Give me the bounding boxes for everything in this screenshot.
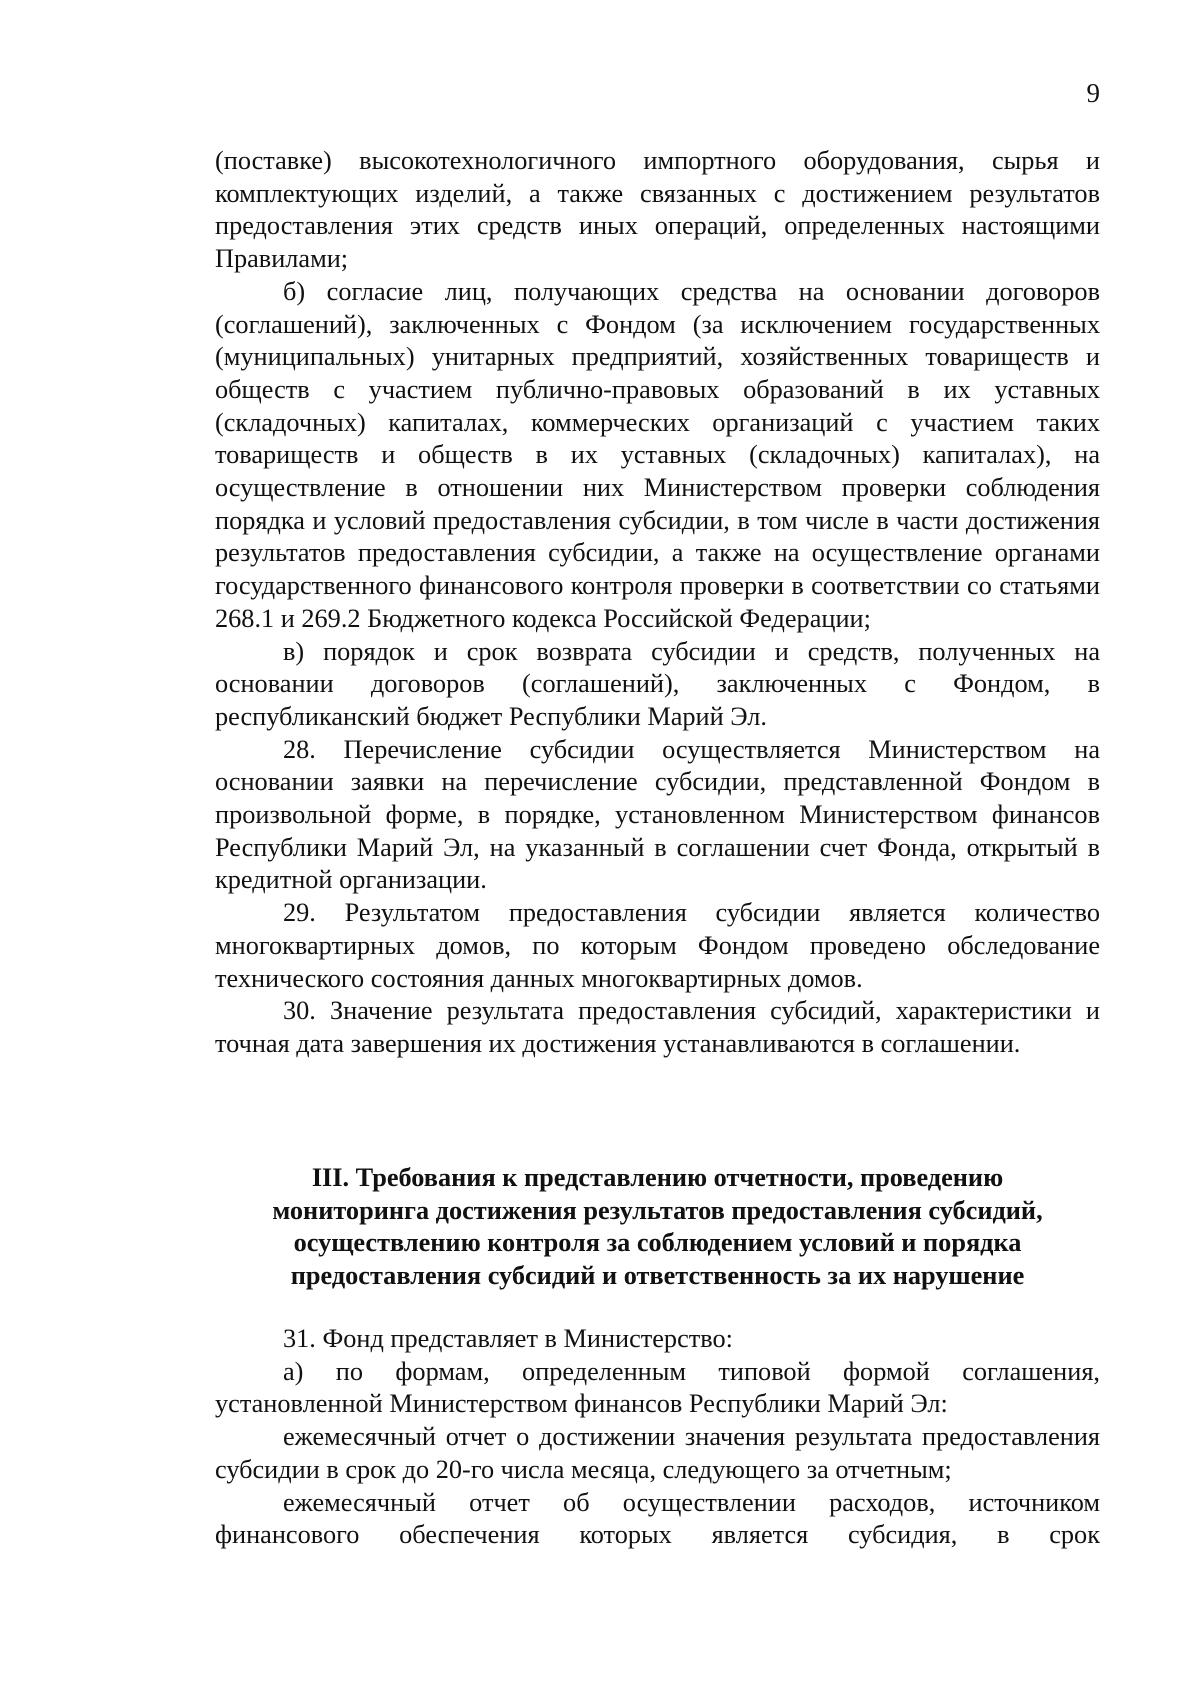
body-text-top bbox=[215, 145, 1100, 1061]
paragraph-29: 29. Результатом предоставления субсидии является количество многоквартирных домов, по которым Фондом проведено обследование технического состояния данных многоквартирных домов. bbox=[215, 898, 1100, 993]
paragraph-28: 28. Перечисление субсидии осуществляется Министерством на основании заявки на перечисление субсидии, представленной Фондом в произвольной форме, в порядке, установленном Министерством финансов Республики Марий Эл, на указанный в соглашении счет Фонда, открытый в кредитной организации. bbox=[215, 734, 1100, 895]
section-heading bbox=[215, 1162, 1100, 1293]
paragraph-monthly-expense-report: ежемесячный отчет об осуществлении расходов, источником финансового обеспечения которых является субсидия, в срок bbox=[215, 1487, 1100, 1550]
paragraph-item-a: а) по формам, определенным типовой формой соглашения, установленной Министерством финансов Республики Марий Эл: bbox=[215, 1356, 1100, 1419]
section-heading-line: мониторинга достижения результатов предоставления субсидий, bbox=[272, 1195, 1043, 1225]
paragraph-item-b: б) согласие лиц, получающих средства на основании договоров (соглашений), заключенных с Фондом (за исключением государственных (муниципальных) унитарных предприятий, хозяйственных товариществ и обществ с участием публично-правовых образований в их уставных (складочных) капиталах, коммерческих организаций с участием таких товариществ и обществ в их уставных (складочных) капиталах), на осуществление в отношении них Министерством проверки соблюдения порядка и условий предоставления субсидии, в том числе в части достижения результатов предоставления субсидии, а также на осуществление органами государственного финансового контроля проверки в соответствии со статьями 268.1 и 269.2 Бюджетного кодекса Российской Федерации; bbox=[215, 276, 1100, 633]
paragraph-30: 30. Значение результата предоставления субсидий, характеристики и точная дата завершения их достижения устанавливаются в соглашении. bbox=[215, 996, 1100, 1058]
body-text-bottom bbox=[215, 1323, 1100, 1552]
section-heading-line: III. Требования к представлению отчетности, проведению bbox=[311, 1163, 1004, 1192]
section-heading-line: осуществлению контроля за соблюдением условий и порядка bbox=[293, 1228, 1022, 1258]
paragraph-31: 31. Фонд представляет в Министерство: bbox=[283, 1324, 733, 1353]
paragraph-continuation: (поставке) высокотехнологичного импортного оборудования, сырья и комплектующих изделий, а также связанных с достижением результатов предоставления этих средств иных операций, определенных настоящими Правилами; bbox=[215, 146, 1100, 274]
paragraph-item-v: в) порядок и срок возврата субсидии и средств, полученных на основании договоров (соглашений), заключенных с Фондом, в республиканский бюджет Республики Марий Эл. bbox=[215, 636, 1100, 731]
paragraph-monthly-result-report: ежемесячный отчет о достижении значения результата предоставления субсидии в срок до 20-го числа месяца, следующего за отчетным; bbox=[215, 1422, 1100, 1484]
section-heading-line: предоставления субсидий и ответственность за их нарушение bbox=[290, 1261, 1025, 1291]
page-number: 9 bbox=[1086, 78, 1100, 108]
